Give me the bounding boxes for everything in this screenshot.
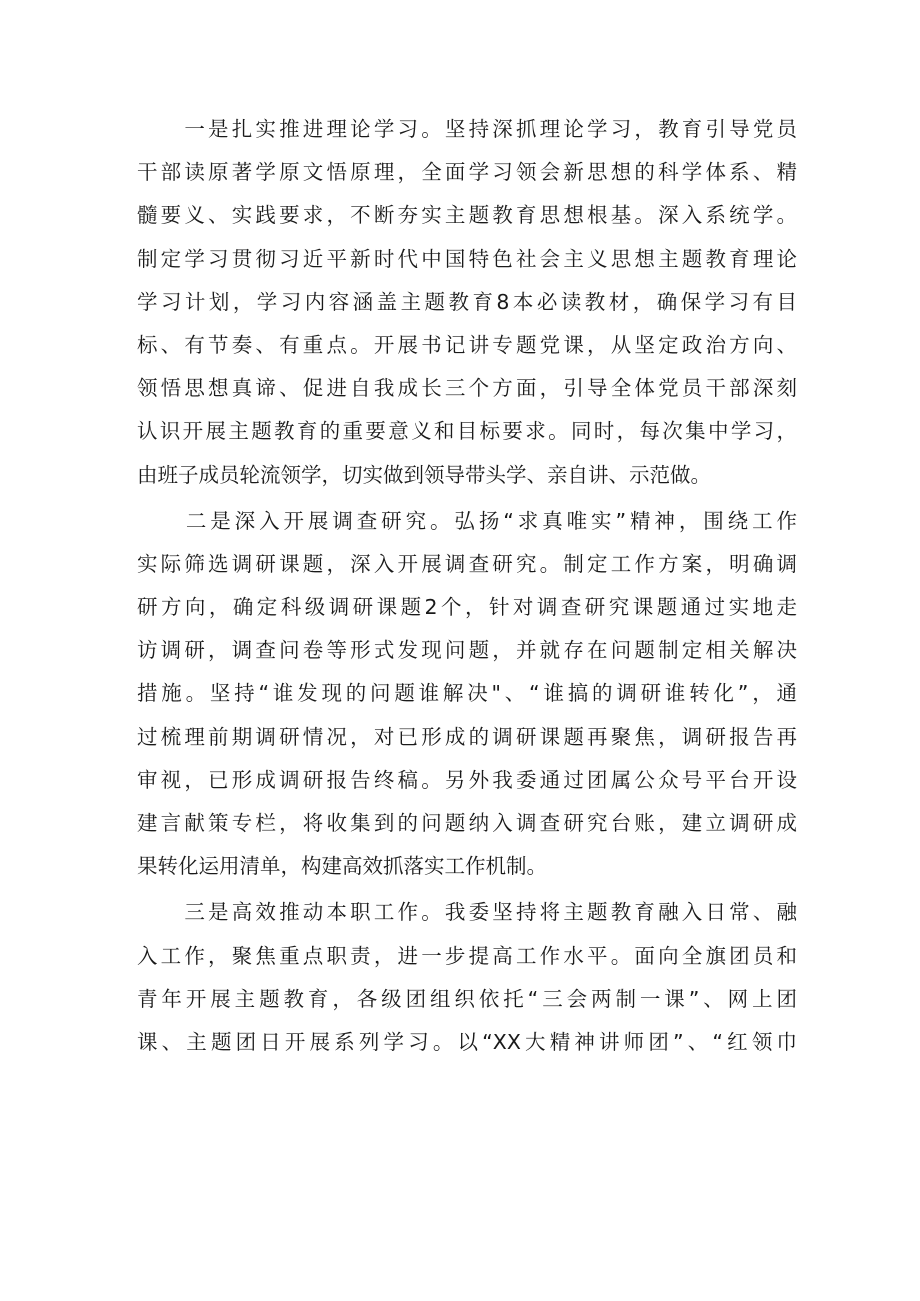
text-line: 一是扎实推进理论学习。坚持深抓理论学习，教育引导党员 [137, 117, 797, 141]
text-line: 青年开展主题教育，各级团组织依托“三会两制一课”、网上团 [137, 986, 797, 1011]
text-line: 建言献策专栏，将收集到的问题纳入调查研究台账，建立调研成 [137, 811, 797, 835]
text-line: 干部读原著学原文悟原理，全面学习领会新思想的科学体系、精 [137, 160, 797, 185]
paragraph-theory-study [137, 108, 797, 497]
text-line: 课、主题团日开展系列学习。以“XX大精神讲师团”、“红领巾 [137, 1029, 797, 1054]
text-line: 由班子成员轮流领学，切实做到领导带头学、亲自讲、示范做。 [137, 462, 711, 487]
text-line: 三是高效推动本职工作。我委坚持将主题教育融入日常、融 [137, 900, 797, 925]
text-line: 认识开展主题教育的重要意义和目标要求。同时，每次集中学习， [137, 419, 797, 444]
text-line: 果转化运用清单，构建高效抓落实工作机制。 [137, 854, 547, 879]
paragraph-core-work [137, 891, 797, 1064]
text-line: 措施。坚持“谁发现的问题谁解决"、“谁搞的调研谁转化”，通 [137, 681, 797, 706]
text-line: 领悟思想真谛、促进自我成长三个方面，引导全体党员干部深刻 [137, 376, 797, 401]
text-line: 过梳理前期调研情况，对已形成的调研课题再聚焦，调研报告再 [137, 724, 797, 749]
paragraph-investigation-research [137, 500, 797, 889]
text-line: 访调研，调查问卷等形式发现问题，并就存在问题制定相关解决 [137, 638, 797, 663]
text-line: 标、有节奏、有重点。开展书记讲专题党课，从坚定政治方向、 [137, 332, 797, 357]
text-line: 入工作，聚焦重点职责，进一步提高工作水平。面向全旗团员和 [137, 943, 797, 968]
text-line: 髓要义、实践要求，不断夯实主题教育思想根基。深入系统学。 [137, 203, 797, 228]
text-line: 二是深入开展调查研究。弘扬“求真唯实”精神，围绕工作 [137, 508, 797, 533]
text-line: 学习计划，学习内容涵盖主题教育8本必读教材，确保学习有目 [137, 289, 797, 314]
document-body [137, 108, 797, 1064]
text-line: 制定学习贯彻习近平新时代中国特色社会主义思想主题教育理论 [137, 246, 797, 271]
text-line: 研方向，确定科级调研课题2个，针对调查研究课题通过实地走 [137, 595, 797, 620]
text-line: 审视，已形成调研报告终稿。另外我委通过团属公众号平台开设 [137, 767, 797, 792]
text-line: 实际筛选调研课题，深入开展调查研究。制定工作方案，明确调 [137, 551, 797, 576]
